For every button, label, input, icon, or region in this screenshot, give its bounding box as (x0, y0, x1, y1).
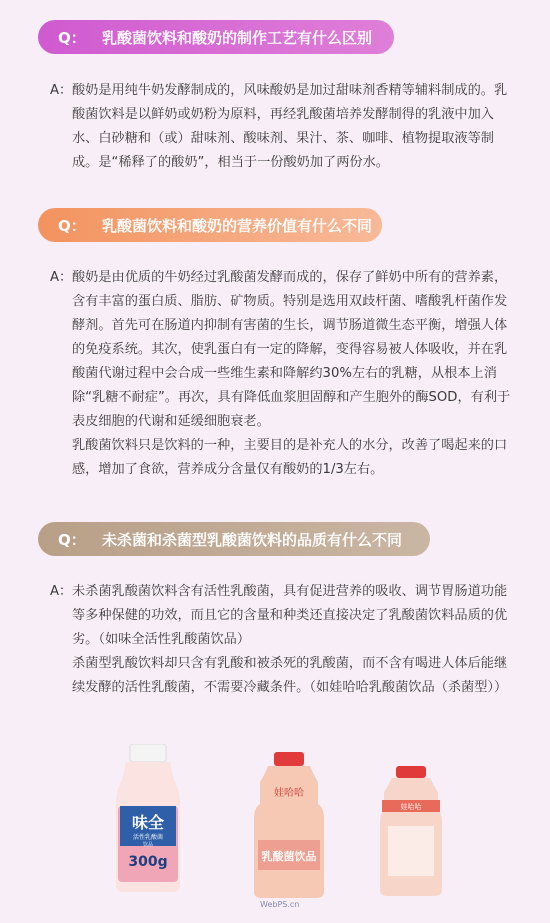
small-wahaha-bottle-image (376, 766, 446, 898)
answer-marker: A： (50, 270, 73, 285)
question-banner-2 (38, 208, 382, 242)
answer-block-2 (50, 266, 520, 482)
answer-paragraph: 乳酸菌饮料只是饮料的一种，主要目的是补充人的水分，改善了喝起来的口感，增加了食欲，营养成分含量仅有酸奶的1/3左右。 (72, 438, 508, 477)
question-marker: Q： (58, 28, 86, 47)
question-text: 乳酸菌饮料和酸奶的制作工艺有什么区别 (102, 28, 373, 47)
answer-block-1 (50, 79, 520, 175)
wahaha-bottle-image (244, 752, 334, 900)
bottle1-size: 300g (128, 854, 168, 870)
question-text: 未杀菌和杀菌型乳酸菌饮料的品质有什么不同 (102, 530, 403, 549)
watermark: WebPS.cn (260, 900, 300, 909)
answer-paragraph: 未杀菌乳酸菌饮料含有活性乳酸菌，具有促进营养的吸收、调节胃肠道功能等多种保健的功效，而且它的含量和种类还直接决定了乳酸菌饮料品质的优劣。（如味全活性乳酸菌饮品） (72, 584, 508, 647)
bottle2-name: 乳酸菌饮品 (261, 850, 317, 863)
answer-paragraph: 酸奶是由优质的牛奶经过乳酸菌发酵而成的，保存了鲜奶中所有的营养素，含有丰富的蛋白质、脂肪、矿物质。特别是选用双歧杆菌、嗜酸乳杆菌作发酵剂。首先可在肠道内抑制有害菌的生长，调节肠道微生态平衡，增强人体的免疫系统。其次，使乳蛋白有一定的降解，变得容易被人体吸收，并在乳酸菌代谢过程中会合成一些维生素和降解约30%左右的乳糖，从根本上消除“乳糖不耐症”。再次，具有降低血浆胆固醇和产生胞外的酶SOD，有利于表皮细胞的代谢和延缓细胞衰老。 (72, 270, 511, 429)
bottle1-sub2: 饮品 (142, 842, 154, 848)
question-marker: Q： (58, 530, 86, 549)
question-marker: Q： (58, 216, 86, 235)
answer-paragraph: 酸奶是用纯牛奶发酵制成的，风味酸奶是加过甜味剂香精等辅料制成的。乳酸菌饮料是以鲜奶或奶粉为原料，再经乳酸菌培养发酵制得的乳液中加入水、白砂糖和（或）甜味剂、酸味剂、果汁、茶、咖啡、植物提取液等制成。是“稀释了的酸奶”，相当于一份酸奶加了两份水。 (72, 83, 508, 170)
bottle1-sub: 活性乳酸菌 (132, 834, 164, 841)
bottle2-brand: 娃哈哈 (274, 788, 304, 799)
answer-marker: A： (50, 584, 73, 599)
answer-marker: A： (50, 83, 73, 98)
weichuan-bottle-image (108, 744, 188, 894)
answer-paragraph: 杀菌型乳酸饮料却只含有乳酸和被杀死的乳酸菌，而不含有喝进人体后能继续发酵的活性乳酸菌，不需要冷藏条件。（如娃哈哈乳酸菌饮品（杀菌型）） (72, 656, 508, 695)
question-banner-3 (38, 522, 430, 556)
answer-block-3 (50, 580, 520, 700)
bottle1-brand: 味全 (131, 813, 165, 832)
bottle3-brand: 娃哈哈 (400, 803, 422, 811)
question-text: 乳酸菌饮料和酸奶的营养价值有什么不同 (102, 216, 373, 235)
question-banner-1 (38, 20, 394, 54)
